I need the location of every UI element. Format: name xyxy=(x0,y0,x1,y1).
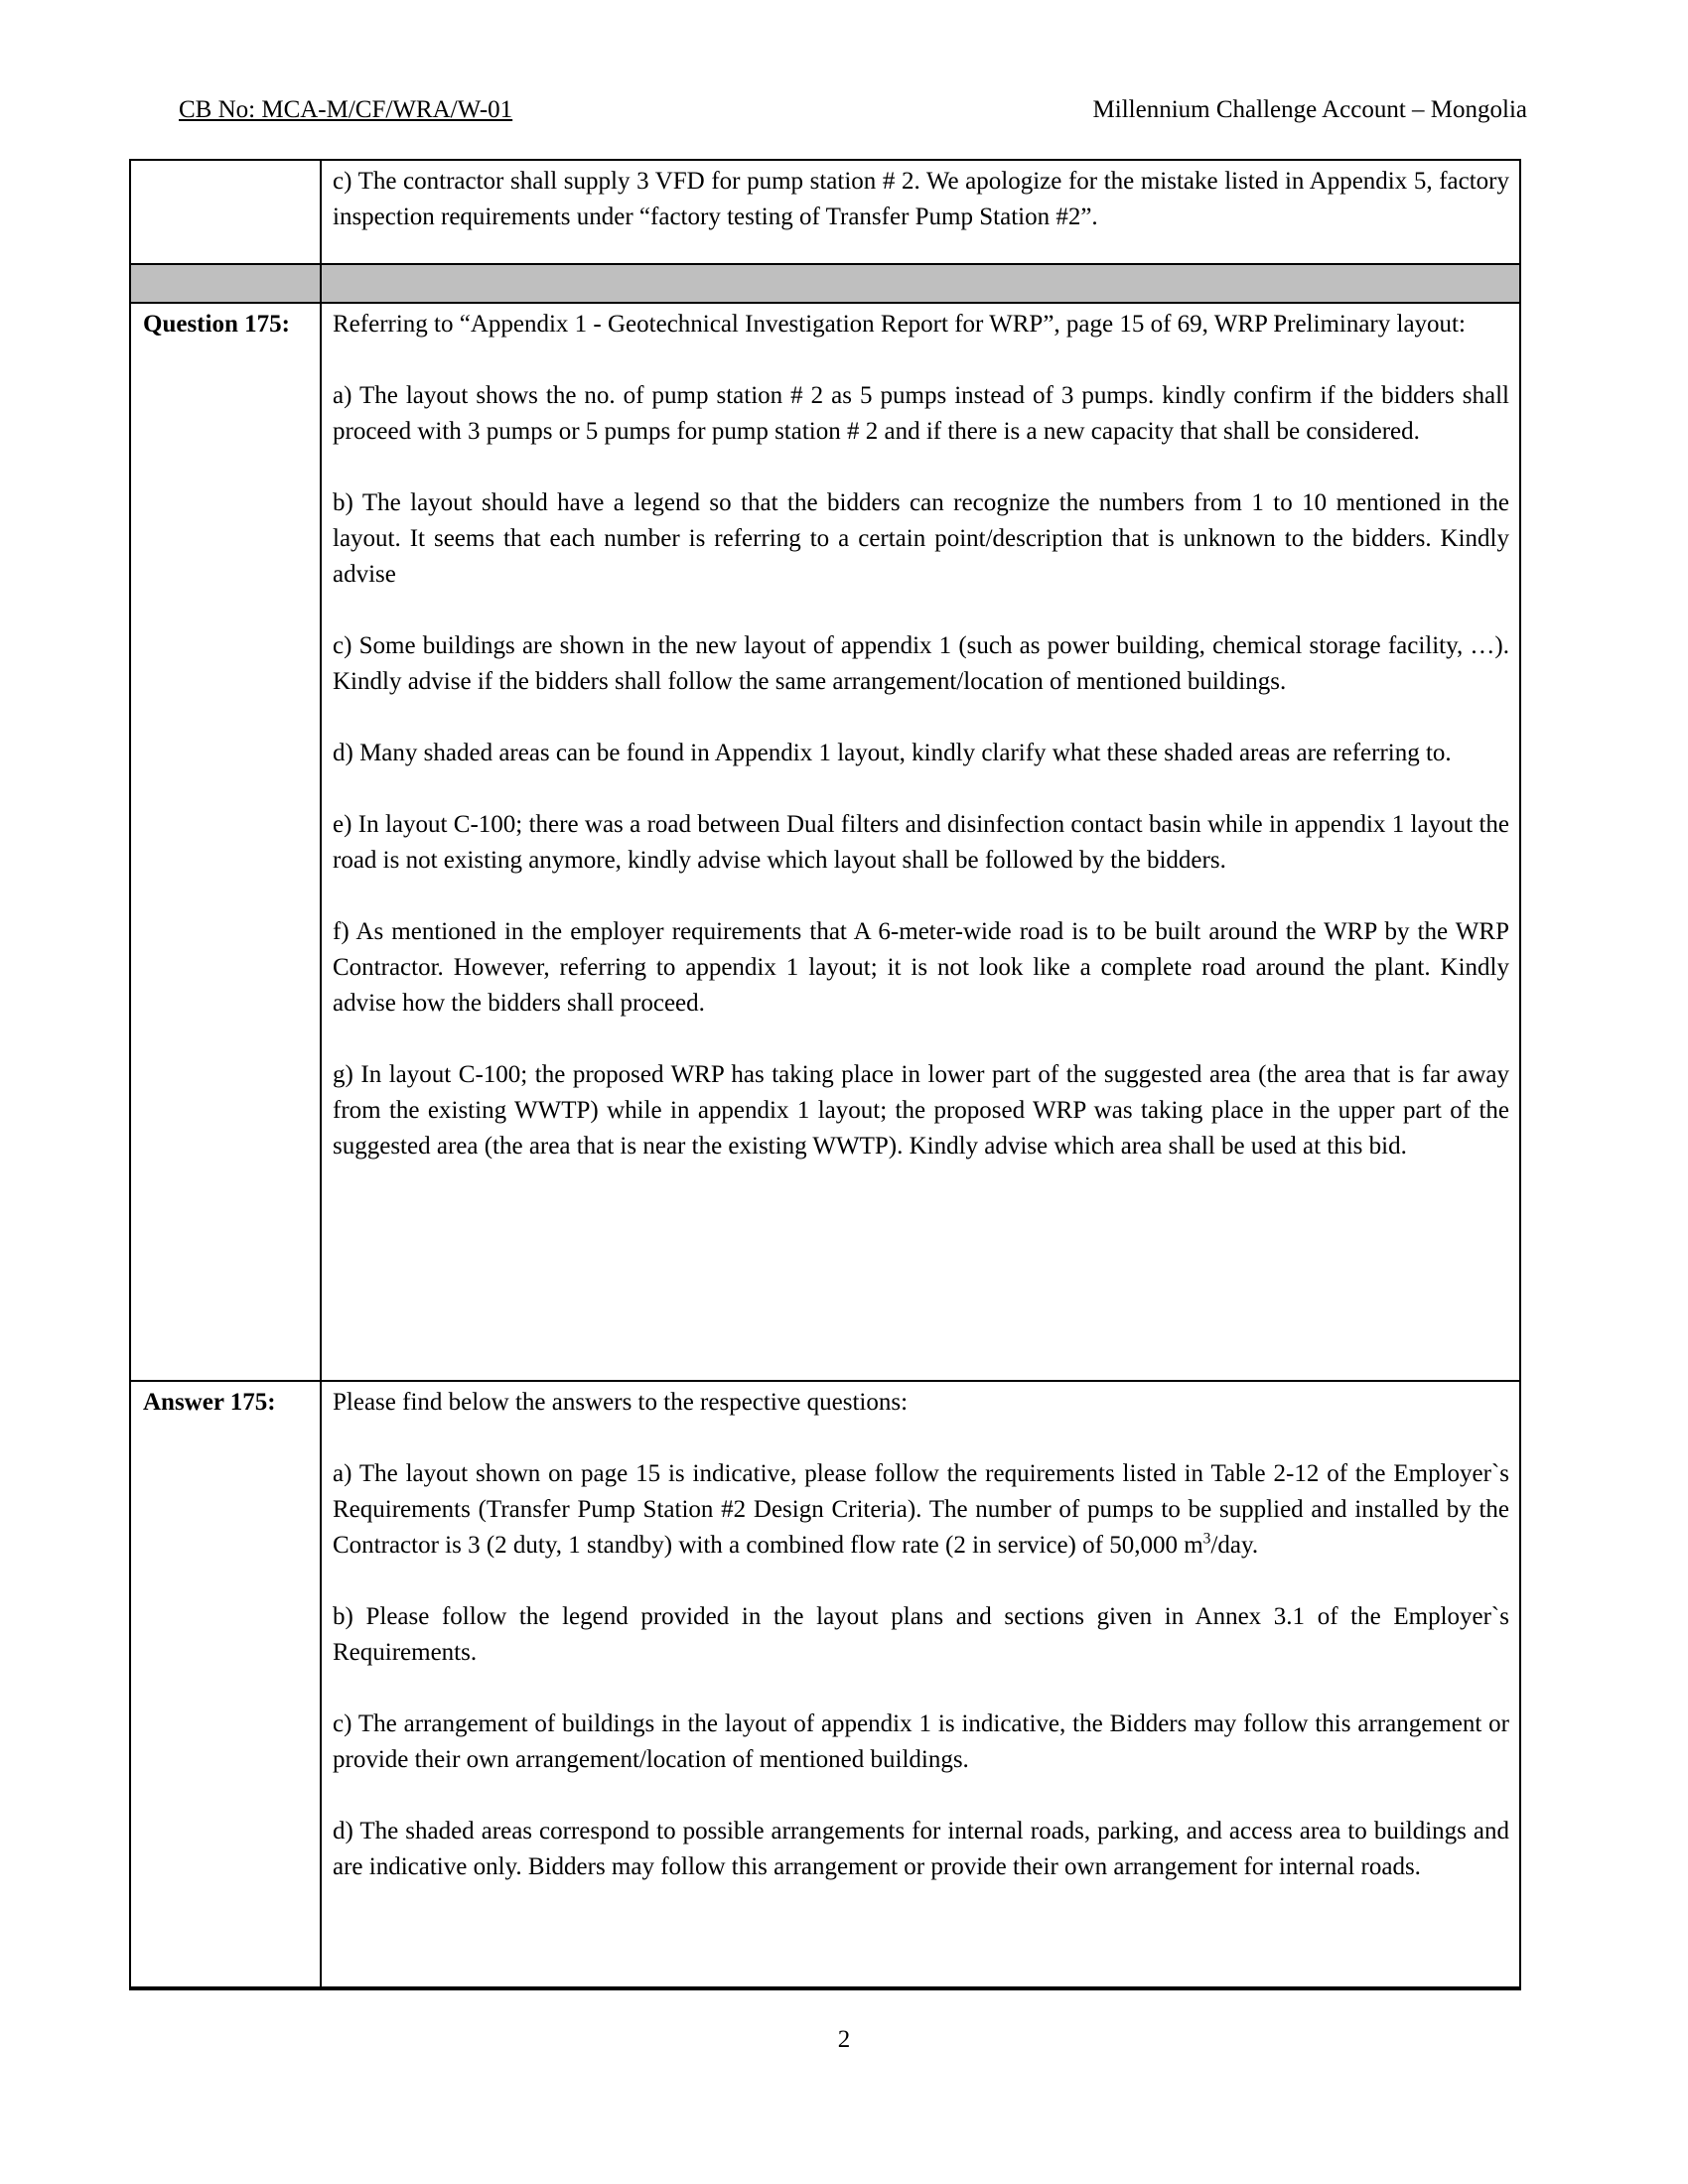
separator-cell-left xyxy=(130,264,321,303)
continuation-label-cell xyxy=(130,160,321,264)
question-paragraph-f: f) As mentioned in the employer requirements that A 6-meter-wide road is to be built around the WRP by the WRP Contractor. However, referring to appendix 1 layout; it is not look like a complete road around the plant. Kindly advise how the bidders shall proceed. xyxy=(333,918,1509,1017)
answer-paragraph-a xyxy=(333,1456,1509,1564)
question-content-cell xyxy=(321,303,1520,1381)
page-number: 2 xyxy=(837,2026,851,2053)
answer-content-cell xyxy=(321,1381,1520,1988)
question-paragraph-e: e) In layout C-100; there was a road between Dual filters and disinfection contact basin while in appendix 1 layout the road is not existing anymore, kindly advise which layout shall be followed by the bidders. xyxy=(333,811,1509,874)
answer-intro: Please find below the answers to the respective questions: xyxy=(333,1389,909,1416)
answer-row xyxy=(130,1381,1520,1988)
question-label-cell xyxy=(130,303,321,1381)
continuation-content-cell xyxy=(321,160,1520,264)
question-paragraph-b: b) The layout should have a legend so that the bidders can recognize the numbers from 1 to 10 mentioned in the layout. It seems that each number is referring to a certain point/description that is unknown to the bidders. Kindly advise xyxy=(333,489,1509,588)
separator-row xyxy=(130,264,1520,303)
question-paragraph-g: g) In layout C-100; the proposed WRP has taking place in lower part of the suggested area (the area that is far away from the existing WWTP) while in appendix 1 layout; the proposed WRP was taking place in the upper part of the suggested area (the area that is near the existing WWTP). Kindly advise which area shall be used at this bid. xyxy=(333,1061,1509,1160)
continuation-paragraph-c: c) The contractor shall supply 3 VFD for pump station # 2. We apologize for the mistake listed in Appendix 5, factory inspection requirements under “factory testing of Transfer Pump Station #2”. xyxy=(333,168,1509,230)
answer-label: Answer 175: xyxy=(143,1389,276,1416)
qa-table xyxy=(129,159,1521,1990)
answer-paragraph-a-text: a) The layout shown on page 15 is indicative, please follow the requirements listed in Table 2-12 of the Employer`s Requirements (Transfer Pump Station #2 Design Criteria). The number of pumps to be supplied and installed by the Contractor is 3 (2 duty, 1 standby) with a combined flow rate (2 in service) of 50,000 m xyxy=(333,1460,1509,1559)
answer-label-cell xyxy=(130,1381,321,1988)
document-number: CB No: MCA-M/CF/WRA/W-01 xyxy=(179,96,513,123)
question-paragraph-c: c) Some buildings are shown in the new layout of appendix 1 (such as power building, chemical storage facility, …). Kindly advise if the bidders shall follow the same arrangement/location of mentioned buildings. xyxy=(333,632,1509,695)
answer-paragraph-c: c) The arrangement of buildings in the layout of appendix 1 is indicative, the Bidders may follow this arrangement or provide their own arrangement/location of mentioned buildings. xyxy=(333,1710,1509,1773)
separator-cell-right xyxy=(321,264,1520,303)
question-row xyxy=(130,303,1520,1381)
cubic-meter-superscript: 3 xyxy=(1202,1530,1211,1548)
question-label: Question 175: xyxy=(143,311,290,338)
answer-paragraph-b: b) Please follow the legend provided in the layout plans and sections given in Annex 3.1 of the Employer`s Requirements. xyxy=(333,1603,1509,1666)
organization-name: Millennium Challenge Account – Mongolia xyxy=(1092,96,1527,123)
question-intro: Referring to “Appendix 1 - Geotechnical Investigation Report for WRP”, page 15 of 69, WRP Preliminary layout: xyxy=(333,311,1466,338)
question-paragraph-a: a) The layout shows the no. of pump station # 2 as 5 pumps instead of 3 pumps. kindly confirm if the bidders shall proceed with 3 pumps or 5 pumps for pump station # 2 and if there is a new capacity that shall be considered. xyxy=(333,382,1509,445)
continuation-row xyxy=(130,160,1520,264)
answer-paragraph-d: d) The shaded areas correspond to possible arrangements for internal roads, parking, and access area to buildings and are indicative only. Bidders may follow this arrangement or provide their own arrangement for internal roads. xyxy=(333,1818,1509,1880)
document-header xyxy=(179,95,1527,125)
answer-paragraph-a-tail: /day. xyxy=(1210,1532,1259,1559)
question-paragraph-d: d) Many shaded areas can be found in Appendix 1 layout, kindly clarify what these shaded areas are referring to. xyxy=(333,740,1452,766)
